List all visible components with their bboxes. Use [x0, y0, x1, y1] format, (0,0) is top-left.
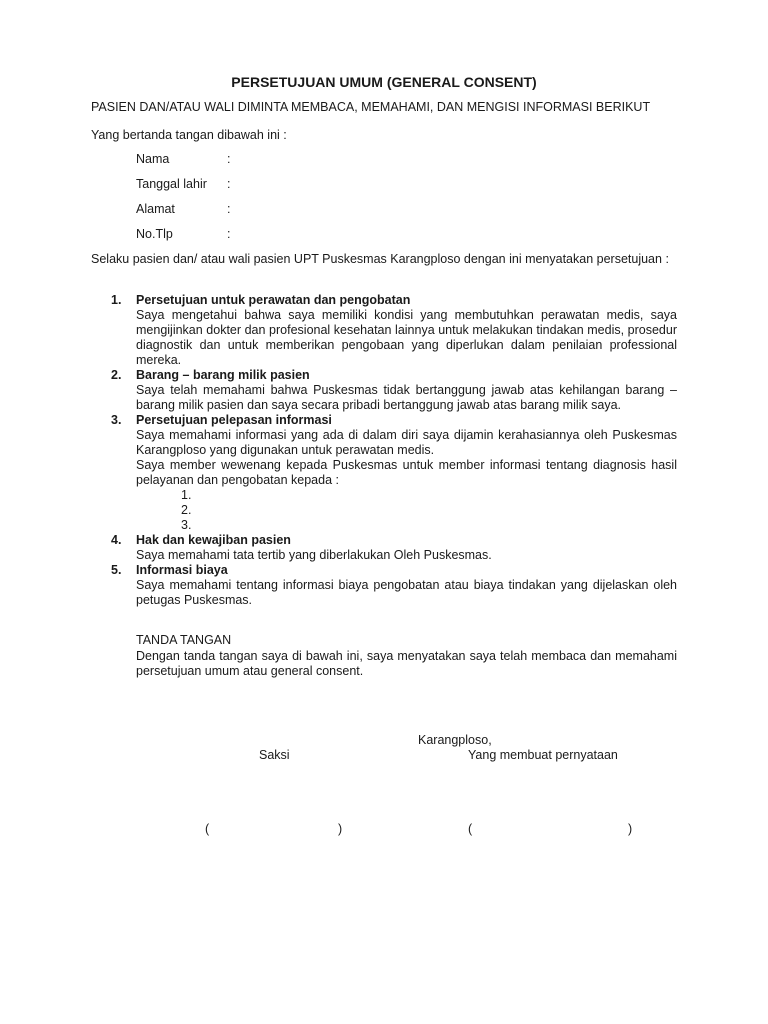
witness-open-paren: (: [205, 822, 210, 836]
document-subtitle: PASIEN DAN/ATAU WALI DIMINTA MEMBACA, MEMAHAMI, DAN MENGISI INFORMASI BERIKUT: [91, 100, 651, 114]
declarant-close-paren: ): [628, 822, 633, 836]
field-colon-nama: :: [227, 152, 231, 166]
sub-item: 1.: [181, 488, 192, 502]
field-colon-tanggal-lahir: :: [227, 177, 231, 191]
consent-statement: Selaku pasien dan/ atau wali pasien UPT Puskesmas Karangploso dengan ini menyatakan persetujuan :: [91, 252, 669, 266]
item-number: 3.: [111, 413, 122, 427]
signature-heading: TANDA TANGAN: [136, 633, 232, 647]
item-heading: Persetujuan pelepasan informasi: [136, 413, 332, 427]
intro-text: Yang bertanda tangan dibawah ini :: [91, 128, 287, 142]
item-number: 1.: [111, 293, 122, 307]
declarant-open-paren: (: [468, 822, 473, 836]
item-text: Saya telah memahami bahwa Puskesmas tidak bertanggung jawab atas kehilangan barang – barang milik pasien dan saya secara pribadi bertanggung jawab atas barang milik saya.: [136, 383, 677, 412]
item-text: Saya mengetahui bahwa saya memiliki kondisi yang membutuhkan perawatan medis, saya mengijinkan dokter dan profesional kesehatan lainnya untuk melakukan tindakan medis, prosedur diagnostik dan untuk memberikan pengobaan yang diperlukan dalam penilaian professional mereka.: [136, 308, 677, 367]
list-item: [0, 533, 677, 563]
list-item: [0, 413, 677, 533]
item-text: Saya memahami informasi yang ada di dalam diri saya dijamin kerahasiannya oleh Puskesmas Karangploso yang digunakan untuk perawatan medis.: [136, 428, 677, 457]
list-item: [0, 563, 677, 608]
item-number: 5.: [111, 563, 122, 577]
document-title: PERSETUJUAN UMUM (GENERAL CONSENT): [231, 74, 537, 90]
item-heading: Informasi biaya: [136, 563, 228, 577]
field-label-notlp: No.Tlp: [136, 227, 173, 241]
item-number: 2.: [111, 368, 122, 382]
witness-close-paren: ): [338, 822, 343, 836]
item-heading: Persetujuan untuk perawatan dan pengobatan: [136, 293, 411, 307]
list-item: [0, 368, 677, 413]
item-text: Saya member wewenang kepada Puskesmas untuk member informasi tentang diagnosis hasil pelayanan dan pengobatan kepada :: [136, 458, 677, 487]
sub-item: 2.: [181, 503, 192, 517]
field-label-tanggal-lahir: Tanggal lahir: [136, 177, 207, 191]
signature-place: Karangploso,: [418, 733, 492, 747]
declarant-label: Yang membuat pernyataan: [468, 748, 618, 762]
list-item: [0, 293, 677, 368]
sub-item: 3.: [181, 518, 192, 532]
item-heading: Hak dan kewajiban pasien: [136, 533, 291, 547]
witness-label: Saksi: [259, 748, 290, 762]
item-number: 4.: [111, 533, 122, 547]
item-text: Saya memahami tata tertib yang diberlakukan Oleh Puskesmas.: [136, 548, 492, 562]
signature-text: Dengan tanda tangan saya di bawah ini, saya menyatakan saya telah membaca dan memahami persetujuan umum atau general consent.: [136, 649, 677, 678]
field-label-nama: Nama: [136, 152, 170, 166]
consent-list: [0, 293, 768, 608]
field-colon-notlp: :: [227, 227, 231, 241]
field-label-alamat: Alamat: [136, 202, 175, 216]
item-text: Saya memahami tentang informasi biaya pengobatan atau biaya tindakan yang dijelaskan oleh petugas Puskesmas.: [136, 578, 677, 607]
field-colon-alamat: :: [227, 202, 231, 216]
item-heading: Barang – barang milik pasien: [136, 368, 310, 382]
